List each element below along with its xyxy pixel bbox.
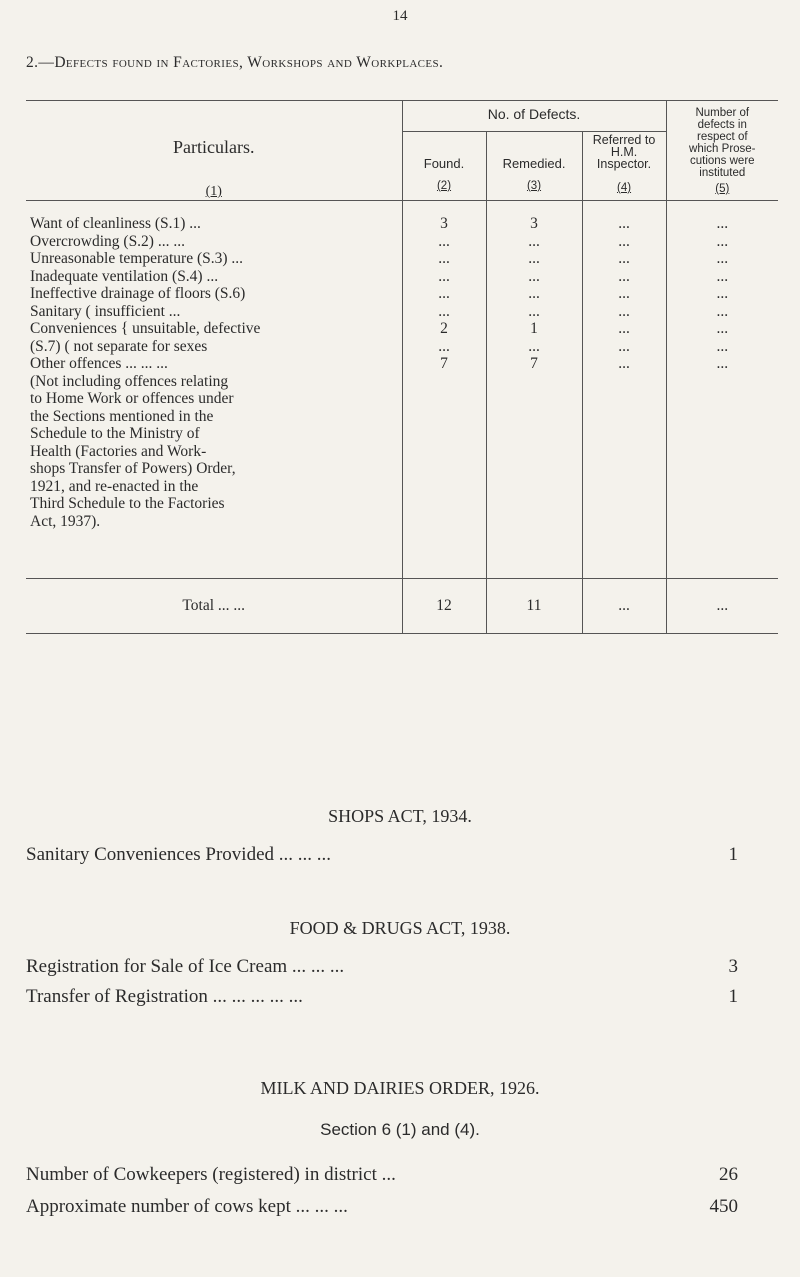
row-remedied: ... (486, 285, 582, 303)
row-found: ... (402, 250, 486, 268)
found-label: Found. (423, 155, 465, 171)
prosecutions-line: respect of (697, 131, 748, 143)
row-found: 7 (402, 355, 486, 373)
shops-item (26, 844, 738, 866)
referred-line: Referred to (592, 132, 656, 147)
found-header (402, 131, 486, 200)
row-remedied: ... (486, 268, 582, 286)
referred-line: Inspector. (596, 156, 652, 171)
row-prosecutions: ... (666, 338, 778, 356)
table-row (26, 268, 778, 286)
note-row (26, 373, 778, 391)
prosecutions-line: instituted (699, 167, 746, 179)
row-remedied: 1 (486, 320, 582, 338)
row-prosecutions: ... (666, 268, 778, 286)
food-item-label: Transfer of Registration ... ... ... ... ... (26, 986, 303, 1007)
row-found: ... (402, 303, 486, 321)
row-label: Sanitary ( insufficient ... (30, 302, 181, 320)
row-prosecutions: ... (666, 233, 778, 251)
note-row (26, 408, 778, 426)
row-remedied: ... (486, 303, 582, 321)
row-label: (S.7) ( not separate for sexes (30, 337, 208, 355)
food-drugs-title: FOOD & DRUGS ACT, 1938. (289, 918, 511, 938)
referred-line: H.M. (610, 144, 638, 159)
row-referred: ... (582, 338, 666, 356)
shops-act-title: SHOPS ACT, 1934. (328, 806, 472, 826)
milk-dairies-title: MILK AND DAIRIES ORDER, 1926. (260, 1078, 540, 1098)
defects-group-header (402, 101, 666, 132)
row-referred: ... (582, 268, 666, 286)
remedied-col-number: (3) (526, 179, 542, 192)
particulars-header-label: Particulars. (173, 137, 255, 157)
row-found: ... (402, 338, 486, 356)
referred-col-number: (4) (616, 181, 632, 194)
row-referred: ... (582, 215, 666, 233)
prosecutions-line: defects in (697, 119, 747, 131)
prosecutions-col-number: (5) (715, 183, 730, 195)
particulars-col-number: (1) (205, 184, 222, 199)
table-row (26, 355, 778, 373)
row-label: Unreasonable temperature (S.3) ... (30, 250, 244, 267)
food-item-value: 3 (728, 956, 738, 977)
prosecutions-line: cutions were (690, 155, 755, 167)
row-prosecutions: ... (666, 215, 778, 233)
table-row (26, 215, 778, 233)
milk-item-label: Number of Cowkeepers (registered) in district ... (26, 1164, 396, 1185)
defects-table (26, 100, 778, 634)
row-prosecutions: ... (666, 355, 778, 373)
row-found: ... (402, 233, 486, 251)
milk-dairies-subtitle: Section 6 (1) and (4). (320, 1120, 480, 1139)
prosecutions-line: Number of (695, 107, 750, 119)
row-found: 3 (402, 215, 486, 233)
milk-item-value: 450 (709, 1196, 738, 1217)
referred-header (582, 131, 666, 200)
note-line: Act, 1937). (30, 512, 101, 530)
row-referred: ... (582, 233, 666, 251)
remedied-header (486, 131, 582, 200)
row-remedied: ... (486, 233, 582, 251)
note-line: to Home Work or offences under (30, 390, 234, 407)
food-item (26, 956, 738, 978)
note-line: the Sections mentioned in the (30, 407, 214, 425)
total-referred: ... (582, 579, 666, 634)
note-row (26, 443, 778, 461)
note-row (26, 460, 778, 478)
note-line: (Not including offences relating (30, 372, 229, 390)
row-found: ... (402, 285, 486, 303)
table-row (26, 320, 778, 338)
found-col-number: (2) (436, 179, 452, 192)
row-remedied: 3 (486, 215, 582, 233)
particulars-header (26, 101, 402, 201)
row-referred: ... (582, 303, 666, 321)
shops-item-label: Sanitary Conveniences Provided ... ... ... (26, 844, 332, 865)
table-row (26, 233, 778, 251)
row-prosecutions: ... (666, 285, 778, 303)
food-item-value: 1 (728, 986, 738, 1007)
total-label: Total ... ... (182, 597, 246, 614)
page-number: 14 (392, 8, 408, 24)
note-line: Health (Factories and Work- (30, 442, 207, 460)
row-prosecutions: ... (666, 303, 778, 321)
note-line: shops Transfer of Powers) Order, (30, 460, 236, 477)
note-line: Schedule to the Ministry of (30, 425, 200, 442)
section-heading: 2.—Defects found in Factories, Workshops and Workplaces. (26, 54, 444, 71)
row-label: Ineffective drainage of floors (S.6) (30, 285, 246, 302)
total-found: 12 (402, 579, 486, 634)
row-remedied: ... (486, 250, 582, 268)
prosecutions-header (666, 101, 778, 201)
note-row (26, 425, 778, 443)
milk-item-value: 26 (719, 1164, 738, 1185)
table-row (26, 285, 778, 303)
row-label: Overcrowding (S.2) ... ... (30, 232, 185, 250)
note-line: Third Schedule to the Factories (30, 495, 225, 512)
total-row (26, 579, 778, 634)
note-row (26, 390, 778, 408)
row-referred: ... (582, 285, 666, 303)
note-row (26, 513, 778, 531)
milk-item-label: Approximate number of cows kept ... ... ... (26, 1196, 348, 1217)
table-row (26, 303, 778, 321)
row-remedied: ... (486, 338, 582, 356)
defects-group-label: No. of Defects. (487, 106, 581, 122)
food-item-label: Registration for Sale of Ice Cream ... ... ... (26, 956, 345, 977)
row-label: Want of cleanliness (S.1) ... (30, 215, 201, 232)
shops-item-value: 1 (728, 844, 738, 865)
row-referred: ... (582, 355, 666, 373)
note-row (26, 478, 778, 496)
row-remedied: 7 (486, 355, 582, 373)
table-row (26, 250, 778, 268)
milk-item (26, 1196, 738, 1218)
row-found: 2 (402, 320, 486, 338)
prosecutions-line: which Prose- (689, 143, 756, 155)
row-prosecutions: ... (666, 250, 778, 268)
table-row (26, 338, 778, 356)
row-label: Inadequate ventilation (S.4) ... (30, 267, 219, 285)
remedied-label: Remedied. (502, 155, 566, 171)
row-prosecutions: ... (666, 320, 778, 338)
food-item (26, 986, 738, 1008)
note-row (26, 495, 778, 513)
note-line: 1921, and re-enacted in the (30, 477, 199, 495)
milk-item (26, 1164, 738, 1186)
row-found: ... (402, 268, 486, 286)
row-label: Other offences ... ... ... (30, 355, 168, 372)
total-prosecutions: ... (666, 579, 778, 634)
total-remedied: 11 (486, 579, 582, 634)
row-referred: ... (582, 320, 666, 338)
row-label: Conveniences { unsuitable, defective (30, 320, 261, 337)
row-referred: ... (582, 250, 666, 268)
